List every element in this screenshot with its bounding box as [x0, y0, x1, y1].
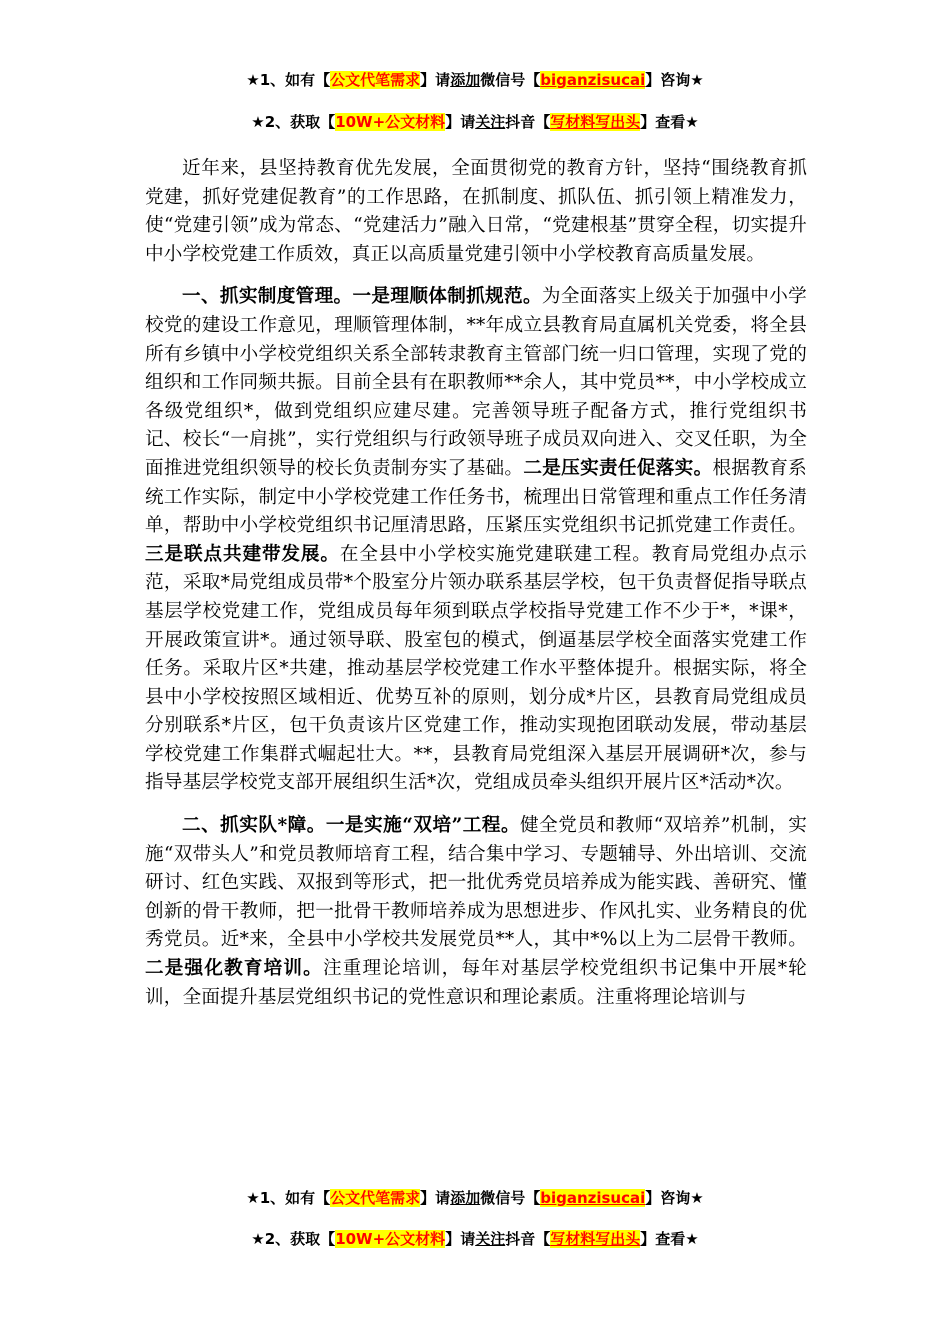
- banner-underline: 添加: [450, 71, 481, 89]
- promo-banner-top-1: [0, 70, 950, 90]
- promo-banner-top-2: [0, 112, 950, 132]
- paragraph-text: 在全县中小学校实施党建联建工程。教育局党组办点示范，采取*局党组成员带*个股室分片领办联系基层学校，包干负责督促指导联点基层学校党建工作，党组成员每年须到联点学校指导党建工作不少于*，*课*，开展政策宣讲*。通过领导联、股室包的模式，倒逼基层学校全面落实党建工作任务。采取片区*共建，推动基层学校党建工作水平整体提升。根据实际，将全县中小学校按照区域相近、优势互补的原则，划分成*片区，县教育局党组成员分别联系*片区，包干负责该片区党建工作，推动实现抱团联动发展，带动基层学校党建工作集群式崛起壮大。**，县教育局党组深入基层开展调研*次，参与指导基层学校党支部开展组织生活*次，党组成员牵头组织开展片区*活动*次。: [145, 543, 807, 794]
- paragraph-text: 为全面落实上级关于加强中小学校党的建设工作意见，理顺管理体制，**年成立县教育局直属机关党委，将全县所有乡镇中小学校党组织关系全部转隶教育主管部门统一归口管理，实现了党的组织和工作同频共振。目前全县有在职教师**余人，其中党员**，中小学校成立各级党组织*，做到党组织应建尽建。完善领导班子配备方式，推行党组织书记、校长“一肩挑”，实行党组织与行政领导班子成员双向进入、交叉任职，为全面推进党组织领导的校长负责制夯实了基础。: [145, 286, 807, 479]
- douyin-account-link[interactable]: 写材料写出头: [550, 113, 641, 131]
- banner-text: 抖音【: [505, 1230, 551, 1248]
- banner-text: 】咨询★: [645, 71, 704, 89]
- banner-text: 微信号【: [480, 71, 541, 89]
- banner-highlight: 公文代笔需求: [330, 1189, 421, 1207]
- banner-text: 微信号【: [480, 1189, 541, 1207]
- banner-text: 抖音【: [505, 113, 551, 131]
- paragraph-text: 健全党员和教师“双培养”机制，实施“双带头人”和党员教师培育工程，结合集中学习、专题辅导、外出培训、交流研讨、红色实践、双报到等形式，把一批优秀党员培养成为能实践、善研究、懂创新的骨干教师，把一批骨干教师培养成为思想进步、作风扎实、业务精良的优秀党员。近*来，全县中小学校共发展党员**人，其中*%以上为二层骨干教师。: [145, 815, 807, 951]
- douyin-account-link[interactable]: 写材料写出头: [550, 1230, 641, 1248]
- banner-text: ★2、获取【: [251, 1230, 336, 1248]
- paragraph-section-1: [145, 283, 807, 798]
- banner-text: ★2、获取【: [251, 113, 336, 131]
- paragraph-text: 根据教育系统工作实际，制定中小学校党建工作任务书，梳理出日常管理和重点工作任务清单，帮助中小学校党组织书记厘清思路，压紧压实党组织书记抓党建工作责任。: [145, 457, 807, 537]
- banner-text: ★1、如有【: [246, 1189, 331, 1207]
- banner-highlight: 公文代笔需求: [330, 71, 421, 89]
- article-body: [145, 155, 807, 1012]
- banner-text: 】咨询★: [645, 1189, 704, 1207]
- promo-banner-bottom-1: [0, 1188, 950, 1208]
- banner-underline: 关注: [475, 113, 506, 131]
- subheading: 二是压实责任促落实。: [523, 457, 713, 479]
- section-heading: 一、抓实制度管理。一是理顺体制抓规范。: [182, 286, 542, 308]
- paragraph-section-2: [145, 812, 807, 1012]
- paragraph-text: 近年来，县坚持教育优先发展，全面贯彻党的教育方针，坚持“围绕教育抓党建，抓好党建促教育”的工作思路，在抓制度、抓队伍、抓引领上精准发力，使“党建引领”成为常态、“党建活力”融入日常，“党建根基”贯穿全程，切实提升中小学校党建工作质效，真正以高质量党建引领中小学校教育高质量发展。: [145, 158, 807, 265]
- subheading: 三是联点共建带发展。: [145, 543, 340, 565]
- banner-text: 】请: [420, 1189, 451, 1207]
- banner-text: 】查看★: [640, 113, 699, 131]
- paragraph-text: 注重理论培训，每年对基层学校党组织书记集中开展*轮训，全面提升基层党组织书记的党性意识和理论素质。注重将理论培训与: [145, 958, 807, 1008]
- banner-text: ★1、如有【: [246, 71, 331, 89]
- subheading: 二是强化教育培训。: [145, 958, 323, 980]
- banner-text: 】请: [445, 1230, 476, 1248]
- banner-highlight: 10W+公文材料: [335, 113, 446, 131]
- promo-banner-bottom-2: [0, 1229, 950, 1249]
- section-heading: 二、抓实队*障。一是实施“双培”工程。: [182, 815, 521, 837]
- paragraph-intro: [145, 155, 807, 269]
- wechat-id-link[interactable]: biganzisucai: [540, 71, 646, 89]
- banner-text: 】请: [420, 71, 451, 89]
- banner-text: 】请: [445, 113, 476, 131]
- banner-highlight: 10W+公文材料: [335, 1230, 446, 1248]
- banner-text: 】查看★: [640, 1230, 699, 1248]
- banner-underline: 添加: [450, 1189, 481, 1207]
- banner-underline: 关注: [475, 1230, 506, 1248]
- wechat-id-link[interactable]: biganzisucai: [540, 1189, 646, 1207]
